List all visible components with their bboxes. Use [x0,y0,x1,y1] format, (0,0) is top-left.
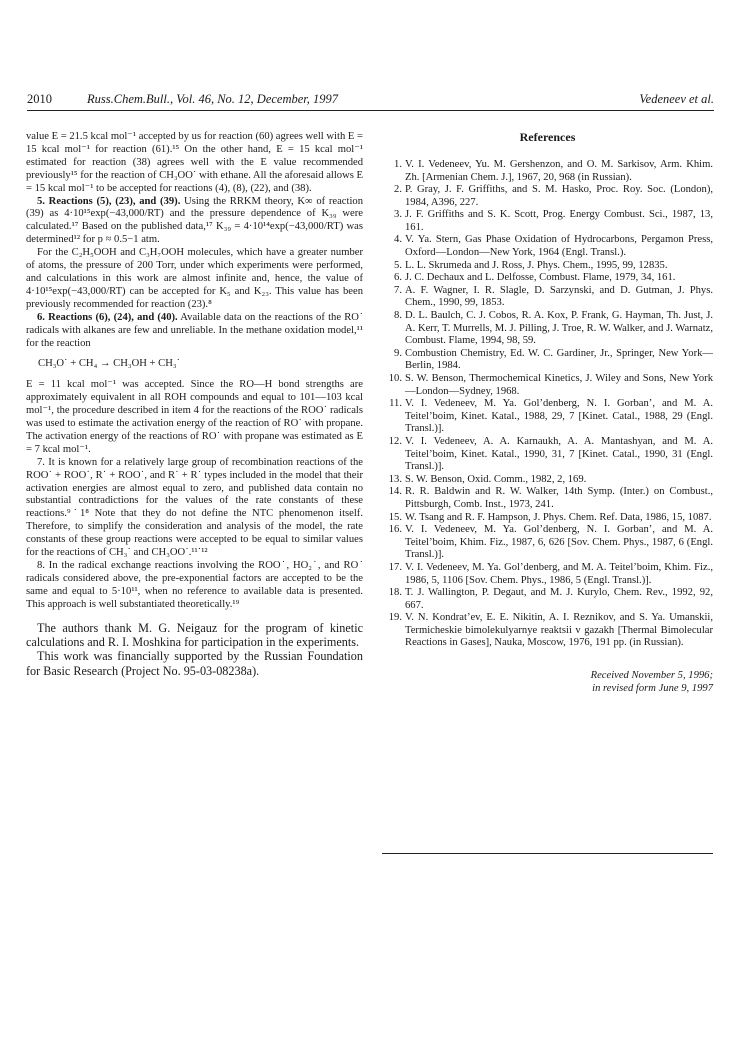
paragraph-7: 8. In the radical exchange reactions involving the ROO˙, HO₂˙, and RO˙ radicals considered above, the pre-exponential factors are accepted to be the same and equal to 5·10¹¹, when no reference to available data is presented. This approach is well substantiated theoretically.¹⁹ [26,560,363,610]
reference-number: 4. [394,234,402,246]
section-6-text: Available data on the reactions of the RO˙ radicals with alkanes are few and unreliable. In the methane oxidation model,¹¹ for the reaction [26,311,363,349]
reference-text: V. I. Vedeneev, M. Ya. Gol’denberg, and M. A. Teitel’boim, Khim. Fiz., 1986, 5, 1106 [Sov. Chem. Phys., 1986, 5 (Engl. Transl.)]. [405,561,713,586]
reference-item [382,209,713,234]
paragraph-4 [26,312,363,351]
reference-item [382,474,713,487]
page-number: 2010 [27,92,52,106]
reference-number: 8. [394,310,402,322]
reference-item [382,398,713,436]
reference-text: V. Ya. Stern, Gas Phase Oxidation of Hydrocarbons, Pergamon Press, Oxford—London—New York, 1964 (Engl. Transl.). [405,234,713,259]
reference-item [382,310,713,348]
reference-text: P. Gray, J. F. Griffiths, and S. M. Hasko, Proc. Roy. Soc. (London), 1984, A396, 227. [405,184,713,208]
reference-item [382,184,713,209]
reference-number: 16. [388,524,402,536]
reference-item [382,512,713,525]
reference-text: T. J. Wallington, P. Degaut, and M. J. Kurylo, Chem. Rev., 1992, 92, 667. [405,587,713,611]
reference-item [382,260,713,273]
reference-item [382,587,713,612]
reference-text: L. L. Skrumeda and J. Ross, J. Phys. Chem., 1995, 99, 12835. [405,259,668,271]
reference-text: D. L. Baulch, C. J. Cobos, R. A. Kox, P. Frank, G. Hayman, Th. Just, J. A. Kerr, T. Murrells, M. J. Pilling, J. Troe, R. W. Walker, and J. Warnatz, Combust. Flame, 1994, 98, 59. [405,310,713,347]
reference-number: 6. [394,272,402,284]
reference-number: 14. [388,486,402,498]
paragraph-1: value E = 21.5 kcal mol⁻¹ accepted by us for reaction (60) agrees well with E = 15 kcal mol⁻¹ for reaction (61).¹⁵ On the other hand, E = 15 kcal mol⁻¹ estimated for reaction (38) agrees well with the E value recommended previously¹⁵ for the reaction of CH₃OO˙ with ethane. All the aforesaid allows E = 15 kcal mol⁻¹ to be accepted for reactions (4), (8), (22), and (38). [26,131,363,194]
section-6-heading: 6. Reactions (6), (24), and (40). [37,311,178,323]
reference-item [382,373,713,398]
reference-item [382,612,713,650]
acknowledgment-1: The authors thank M. G. Neigauz for the program of kinetic calculations and R. I. Moshkina for participation in the experiments. [26,620,363,650]
revised-date: in revised form June 9, 1997 [592,683,713,695]
reference-item [382,562,713,587]
reference-text: Combustion Chemistry, Ed. W. C. Gardiner, Jr., Springer, New York—Berlin, 1984. [405,347,713,372]
left-column [26,131,363,678]
reference-text: V. I. Vedeneev, M. Ya. Gol’denberg, N. I. Gorban’, and M. A. Teitel’boim, Khim. Fiz., 1987, 6, 626 [Sov. Chem. Phys., 1987, 6 (Engl. Transl.)]. [405,524,713,561]
reference-number: 12. [388,435,402,447]
reference-number: 5. [394,259,402,271]
reaction-equation: CH₃O˙ + CH₄ → CH₃OH + CH₃˙ [38,358,181,370]
reference-number: 18. [388,587,402,599]
reference-number: 7. [394,284,402,296]
reference-item [382,436,713,474]
reference-text: V. I. Vedeneev, A. A. Karnaukh, A. A. Mantashyan, and M. A. Teitel’boim, Kinet. Katal., 1990, 31, 7 [Kinet. Catal., 1990, 31 (Engl. Transl.)]. [405,435,713,473]
acknowledgment-2: This work was financially supported by the Russian Foundation for Basic Research (Project No. 95-03-08238a). [26,649,363,678]
reference-text: J. F. Griffiths and S. K. Scott, Prog. Energy Combust. Sci., 1987, 13, 161. [405,209,713,233]
paragraph-3: For the C₂H₅OOH and C₃H₇OOH molecules, which have a greater number of atoms, the pressure of 200 Torr, under which experiments were performed, and calculations in this work are almost infinite and, hence, the value of 4·10¹⁵exp(−43,000/RT) can be accepted for K₅ and K₂₃. This value has been previously recommended for reaction (23).⁸ [26,247,363,310]
reference-item [382,348,713,373]
reference-item [382,234,713,259]
reference-number: 2. [394,184,402,196]
reference-text: J. C. Dechaux and L. Delfosse, Combust. Flame, 1979, 34, 161. [405,272,676,284]
reference-text: V. N. Kondrat’ev, E. E. Nikitin, A. I. Reznikov, and S. Ya. Umanskii, Termicheskie bimolekulyarnye reaktsii v gazakh [Thermal Bimolecular Reactions in Gases], Nauka, Moscow, 1976, 191 pp. (in Russian). [405,612,713,649]
reference-text: A. F. Wagner, I. R. Slagle, D. Sarzynski, and D. Gutman, J. Phys. Chem., 1990, 99, 1853. [405,284,713,309]
reference-number: 3. [394,209,402,221]
reference-number: 19. [388,612,402,624]
section-5-heading: 5. Reactions (5), (23), and (39). [37,195,181,207]
reference-item [382,524,713,562]
reference-number: 11. [389,398,402,410]
right-column [382,131,713,695]
paragraph-2 [26,196,363,248]
reference-number: 17. [388,561,402,573]
section-5-text: Using the RRKM theory, K∞ of reaction (39) as 4·10¹⁵exp(−43,000/RT) and the pressure dependence of K₃₉ were calculated.¹⁷ Based on the published data,¹⁷ K₃₉ = 4·10¹⁴exp(−43,000/RT) was determined¹² for p ≈ 0.5−1 atm. [26,195,363,246]
reference-text: R. R. Baldwin and R. W. Walker, 14th Symp. (Inter.) on Combust., Pittsburgh, Comb. Inst., 1973, 241. [405,486,713,510]
paragraph-5: E = 11 kcal mol⁻¹ was accepted. Since the RO—H bond strengths are approximately equivalent in all ROH compounds and equal to 101—103 kcal mol⁻¹, the procedure described in item 4 for the reactions of the ROO˙ radicals was used to estimate the activation energy of the reaction of RO˙ with propane. The activation energy of the reactions of RO˙ with propane was estimated as E = 7 kcal mol⁻¹. [26,379,363,455]
received-date: Received November 5, 1996; [590,670,713,682]
reference-text: S. W. Benson, Oxid. Comm., 1982, 2, 169. [405,473,587,485]
references-heading: References [519,130,576,144]
received-dates [382,669,713,695]
journal-citation: Russ.Chem.Bull., Vol. 46, No. 12, December, 1997 [87,92,339,106]
page-header [27,92,714,111]
reference-number: 15. [388,511,402,523]
reference-list [382,159,713,650]
reference-number: 1. [394,158,402,170]
reference-item [382,272,713,285]
paragraph-6: 7. It is known for a relatively large group of recombination reactions of the ROO˙ + ROO˙, R˙ + ROO˙, and R˙ + R˙ types included in the model that their activation energies are almost equal to zero, and published data contain no substantial contradictions for the values of the rate constants of these reactions.⁹˙1⁸ Note that they do not define the NTC phenomenon itself. Therefore, to simplify the consideration and analysis of the model, the rate constants of these group reactions were accepted to be equal to similar values for the reactions of CH₃˙ and CH₃OO˙.¹¹˙¹² [26,456,363,559]
end-rule [382,853,713,854]
reference-text: V. I. Vedeneev, M. Ya. Gol’denberg, N. I. Gorban’, and M. A. Teitel’boim, Kinet. Katal., 1988, 29, 7 [Kinet. Catal., 1988, 29 (Engl. Transl.)]. [405,398,713,435]
reference-text: V. I. Vedeneev, Yu. M. Gershenzon, and O. M. Sarkisov, Arm. Khim. Zh. [Armenian Chem. J.], 1967, 20, 968 (in Russian). [405,158,713,183]
reference-text: W. Tsang and R. F. Hampson, J. Phys. Chem. Ref. Data, 1986, 15, 1087. [405,511,712,523]
reference-text: S. W. Benson, Thermochemical Kinetics, J. Wiley and Sons, New York—London—Sydney, 1968. [405,373,713,397]
reference-item [382,486,713,511]
reference-item [382,159,713,184]
reference-item [382,285,713,310]
reference-number: 13. [388,473,402,485]
reference-number: 9. [394,347,402,359]
running-authors: Vedeneev et al. [639,92,714,106]
reference-number: 10. [388,373,402,384]
